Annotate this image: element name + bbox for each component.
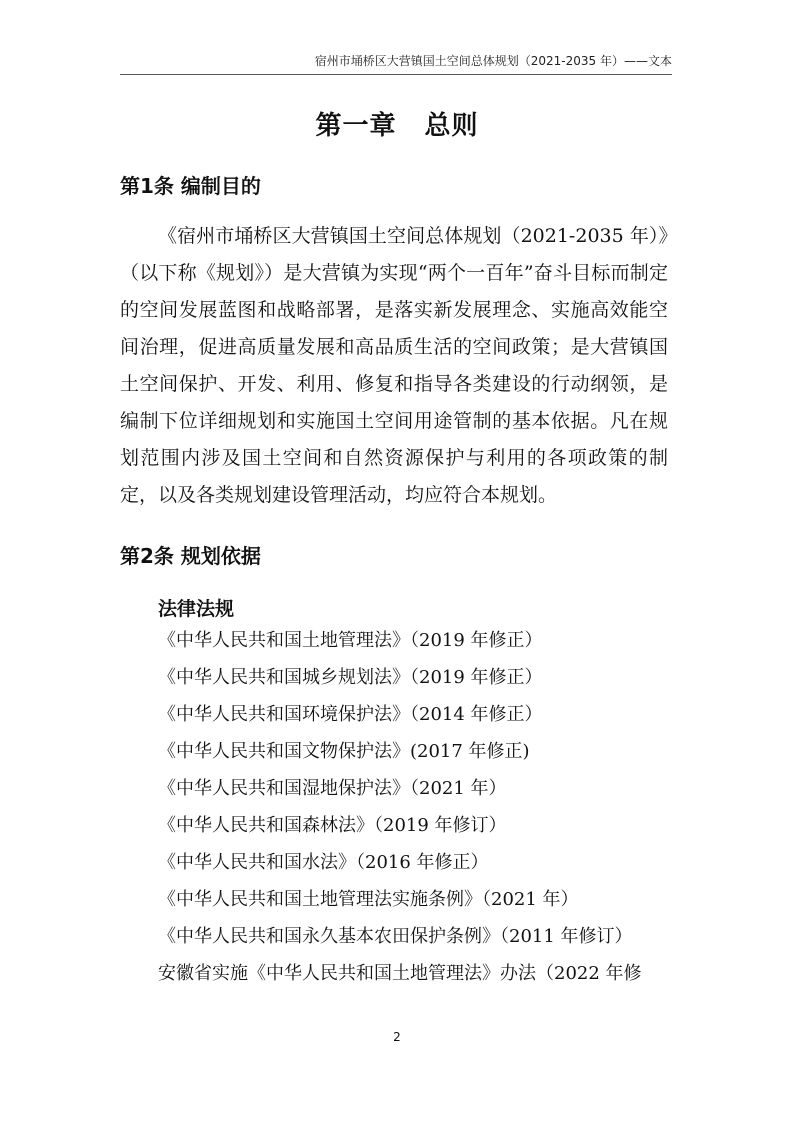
running-header: 宿州市埇桥区大营镇国土空间总体规划（2021-2035 年）——文本 (120, 52, 672, 75)
chapter-name: 总则 (424, 111, 479, 141)
law-item: 《中华人民共和国土地管理法实施条例》（2021 年） (158, 889, 579, 910)
law-list (158, 628, 642, 998)
article-1-body: 《宿州市埇桥区大营镇国土空间总体规划（2021-2035 年）》（以下称《规划》）是大营镇为实现“两个一百年”奋斗目标而制定的空间发展蓝图和战略部署，是落实新发展理念、实施高效能空间治理，促进高质量发展和高品质生活的空间政策；是大营镇国土空间保护、开发、利用、修复和指导各类建设的行动纲领，是编制下位详细规划和实施国土空间用途管制的基本依据。凡在规划范围内涉及国土空间和自然资源保护与利用的各项政策的制定，以及各类规划建设管理活动，均应符合本规划。 (120, 225, 668, 506)
law-item: 《中华人民共和国文物保护法》(2017 年修正) (158, 741, 530, 762)
laws-subheading: 法律法规 (158, 598, 235, 620)
law-item: 《中华人民共和国水法》（2016 年修正） (158, 852, 489, 873)
article-2-title: 第2条 规划依据 (120, 544, 261, 568)
chapter-title (0, 105, 794, 142)
law-item: 《中华人民共和国城乡规划法》（2019 年修正） (158, 667, 543, 688)
chapter-number: 第一章 (315, 111, 397, 141)
law-item: 《中华人民共和国永久基本农田保护条例》（2011 年修订） (158, 926, 633, 947)
law-item: 《中华人民共和国湿地保护法》（2021 年） (158, 778, 507, 799)
law-item: 安徽省实施《中华人民共和国土地管理法》办法（2022 年修 (158, 963, 642, 984)
law-item: 《中华人民共和国环境保护法》（2014 年修正） (158, 704, 543, 725)
law-item: 《中华人民共和国森林法》（2019 年修订） (158, 815, 507, 836)
page-number: 2 (393, 1030, 401, 1044)
law-item: 《中华人民共和国土地管理法》（2019 年修正） (158, 630, 543, 651)
article-1-title: 第1条 编制目的 (120, 174, 261, 198)
